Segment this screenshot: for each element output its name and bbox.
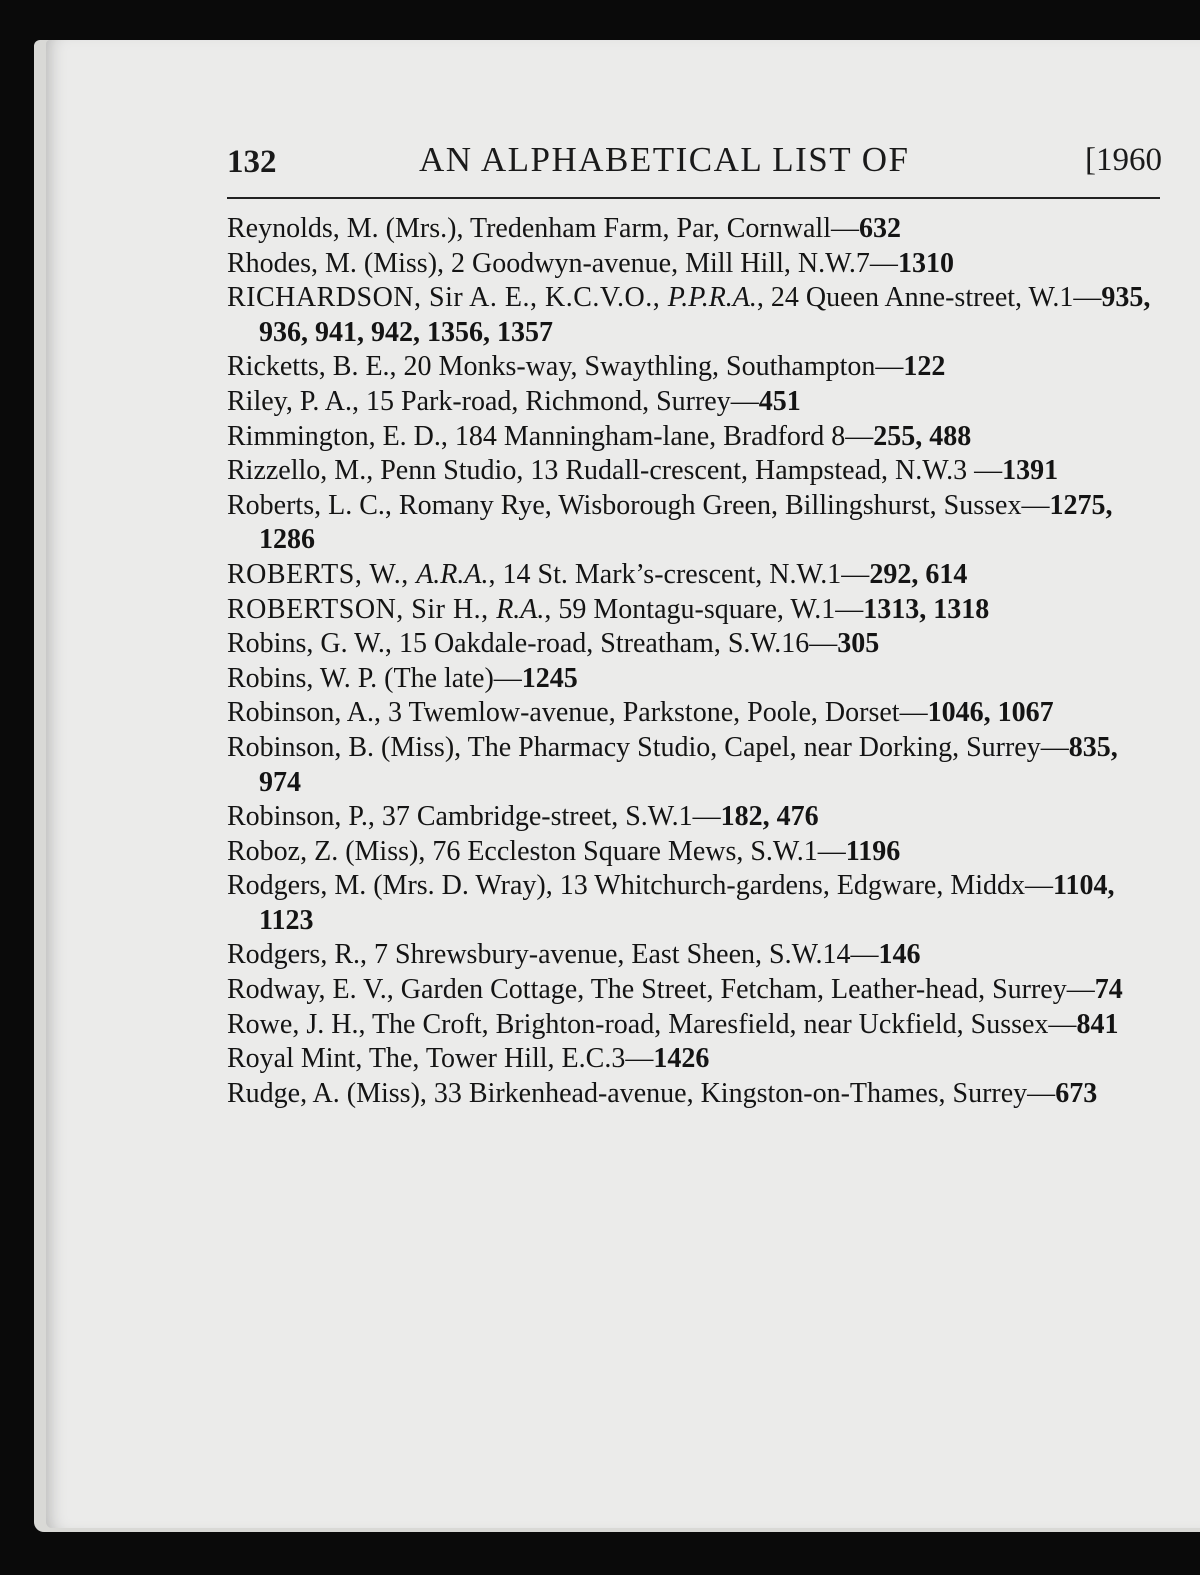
entry-numbers: 632: [858, 213, 901, 244]
list-item: [227, 696, 1162, 731]
entry-numbers: 146: [878, 939, 921, 971]
entry-name: Roboz, Z. (Miss),: [227, 835, 426, 867]
entry-name: Robinson, P.,: [227, 801, 375, 833]
entry-numbers: 1310: [897, 247, 954, 279]
entry-numbers: 1275, 1286: [259, 489, 1113, 556]
entry-name: Rudge, A. (Miss),: [227, 1077, 427, 1109]
entry-address: , 24 Queen Anne-street, W.1—: [756, 282, 1102, 314]
year-label: [1960: [1085, 142, 1162, 178]
entry-name: Ricketts, B. E.,: [227, 351, 397, 383]
list-item: [227, 350, 1162, 385]
entry-numbers: 835, 974: [259, 731, 1118, 798]
entry-numbers: 255, 488: [873, 420, 972, 452]
entry-address: 3 Twemlow-avenue, Parkstone, Poole, Dorset—: [381, 697, 928, 729]
entry-address: Penn Studio, 13 Rudall-crescent, Hampstead, N.W.3 —: [373, 455, 1003, 487]
list-item: [227, 938, 1162, 973]
list-item: [227, 869, 1162, 938]
entry-address: 7 Shrewsbury-avenue, East Sheen, S.W.14—: [367, 939, 879, 971]
entry-numbers: 841: [1076, 1008, 1119, 1040]
entry-address: Tredenham Farm, Par, Cornwall—: [463, 213, 859, 244]
entry-name: Rhodes, M. (Miss),: [227, 247, 445, 279]
entry-honour: R.A.: [496, 593, 545, 625]
entry-numbers: 1046, 1067: [927, 697, 1054, 729]
entry-name: ROBERTSON, Sir H.,: [227, 593, 497, 625]
entry-name: Rodgers, R.,: [227, 939, 367, 971]
list-item: [227, 1008, 1162, 1043]
entry-numbers: 1313, 1318: [863, 593, 990, 625]
entry-name: Rimmington, E. D.,: [227, 420, 448, 452]
entry-name: Reynolds, M. (Mrs.),: [227, 213, 464, 244]
entry-address: (The late)—: [377, 662, 522, 694]
entry-address: 15 Oakdale-road, Streatham, S.W.16—: [391, 628, 838, 660]
list-item: [227, 800, 1162, 835]
entry-address: 15 Park-road, Richmond, Surrey—: [359, 385, 759, 417]
list-item: [227, 420, 1162, 455]
entry-address: 2 Goodwyn-avenue, Mill Hill, N.W.7—: [444, 247, 898, 279]
list-item: [227, 281, 1162, 350]
entry-name: Rodgers, M. (Mrs. D. Wray),: [227, 870, 553, 902]
entry-numbers: 451: [758, 385, 801, 417]
entry-numbers: 74: [1094, 974, 1123, 1006]
running-title: AN ALPHABETICAL LIST OF: [419, 140, 910, 179]
list-item: [227, 627, 1162, 662]
entry-name: Robinson, A.,: [227, 697, 382, 729]
entry-numbers: 292, 614: [869, 558, 968, 590]
list-item: [227, 385, 1162, 420]
entry-address: 76 Eccleston Square Mews, S.W.1—: [425, 835, 846, 867]
entry-address: Romany Rye, Wisborough Green, Billingshurst, Sussex—: [391, 489, 1050, 521]
entry-numbers: 1391: [1002, 455, 1059, 487]
entry-numbers: 122: [903, 351, 946, 383]
list-item: [227, 247, 1162, 282]
entry-address: 20 Monks-way, Swaythling, Southampton—: [396, 351, 904, 383]
entry-name: ROBERTS, W.,: [227, 558, 417, 590]
entry-numbers: 182, 476: [720, 801, 819, 833]
entry-numbers: 1196: [845, 835, 901, 867]
entry-honour: A.R.A.: [416, 558, 489, 590]
entry-name: Riley, P. A.,: [227, 385, 359, 417]
entry-address: , 59 Montagu-square, W.1—: [544, 593, 864, 625]
entry-address: Tower Hill, E.C.3—: [419, 1043, 654, 1075]
entry-name: Rodway, E. V.,: [227, 974, 394, 1006]
entry-numbers: 1245: [521, 662, 578, 694]
entry-name: Rowe, J. H.,: [227, 1008, 366, 1040]
entry-name: Roberts, L. C.,: [227, 489, 392, 521]
list-item: [227, 454, 1162, 489]
list-item: [227, 731, 1162, 800]
list-item: [227, 662, 1162, 697]
entry-address: The Pharmacy Studio, Capel, near Dorking, Surrey—: [461, 731, 1069, 763]
entry-numbers: 1426: [653, 1043, 710, 1075]
list-item: [227, 489, 1162, 558]
entry-address: 33 Birkenhead-avenue, Kingston-on-Thames, Surrey—: [426, 1077, 1056, 1109]
entry-name: RICHARDSON, Sir A. E., K.C.V.O.,: [227, 282, 668, 314]
list-item: [227, 835, 1162, 870]
list-item: [227, 212, 1162, 247]
entry-address: 37 Cambridge-street, S.W.1—: [374, 801, 721, 833]
entry-address: 184 Manningham-lane, Bradford 8—: [447, 420, 874, 452]
entry-numbers: 305: [837, 628, 880, 660]
entry-numbers: 935, 936, 941, 942, 1356, 1357: [259, 282, 1151, 348]
entry-name: Robins, G. W.,: [227, 628, 392, 660]
list-item: [227, 973, 1162, 1008]
list-item: [227, 1042, 1162, 1077]
page-number: 132: [227, 144, 277, 180]
list-item: [227, 1077, 1162, 1112]
entry-name: Robins, W. P.: [227, 662, 378, 694]
entry-numbers: 1104, 1123: [259, 870, 1115, 936]
list-item: [227, 558, 1162, 593]
entry-list: [227, 212, 1162, 1111]
entry-address: , 14 St. Mark’s-crescent, N.W.1—: [488, 558, 870, 590]
entry-name: Rizzello, M.,: [227, 455, 374, 487]
entry-name: Royal Mint, The,: [227, 1043, 420, 1075]
entry-address: Garden Cottage, The Street, Fetcham, Leather-head, Surrey—: [393, 974, 1095, 1006]
entry-numbers: 673: [1055, 1077, 1098, 1109]
header-rule: [227, 197, 1160, 199]
entry-name: Robinson, B. (Miss),: [227, 731, 462, 763]
list-item: [227, 593, 1162, 628]
entry-honour: P.P.R.A.: [667, 282, 757, 314]
running-header: [227, 140, 1162, 190]
entry-address: The Croft, Brighton-road, Maresfield, near Uckfield, Sussex—: [365, 1008, 1077, 1040]
entry-address: 13 Whitchurch-gardens, Edgware, Middx—: [552, 870, 1054, 902]
